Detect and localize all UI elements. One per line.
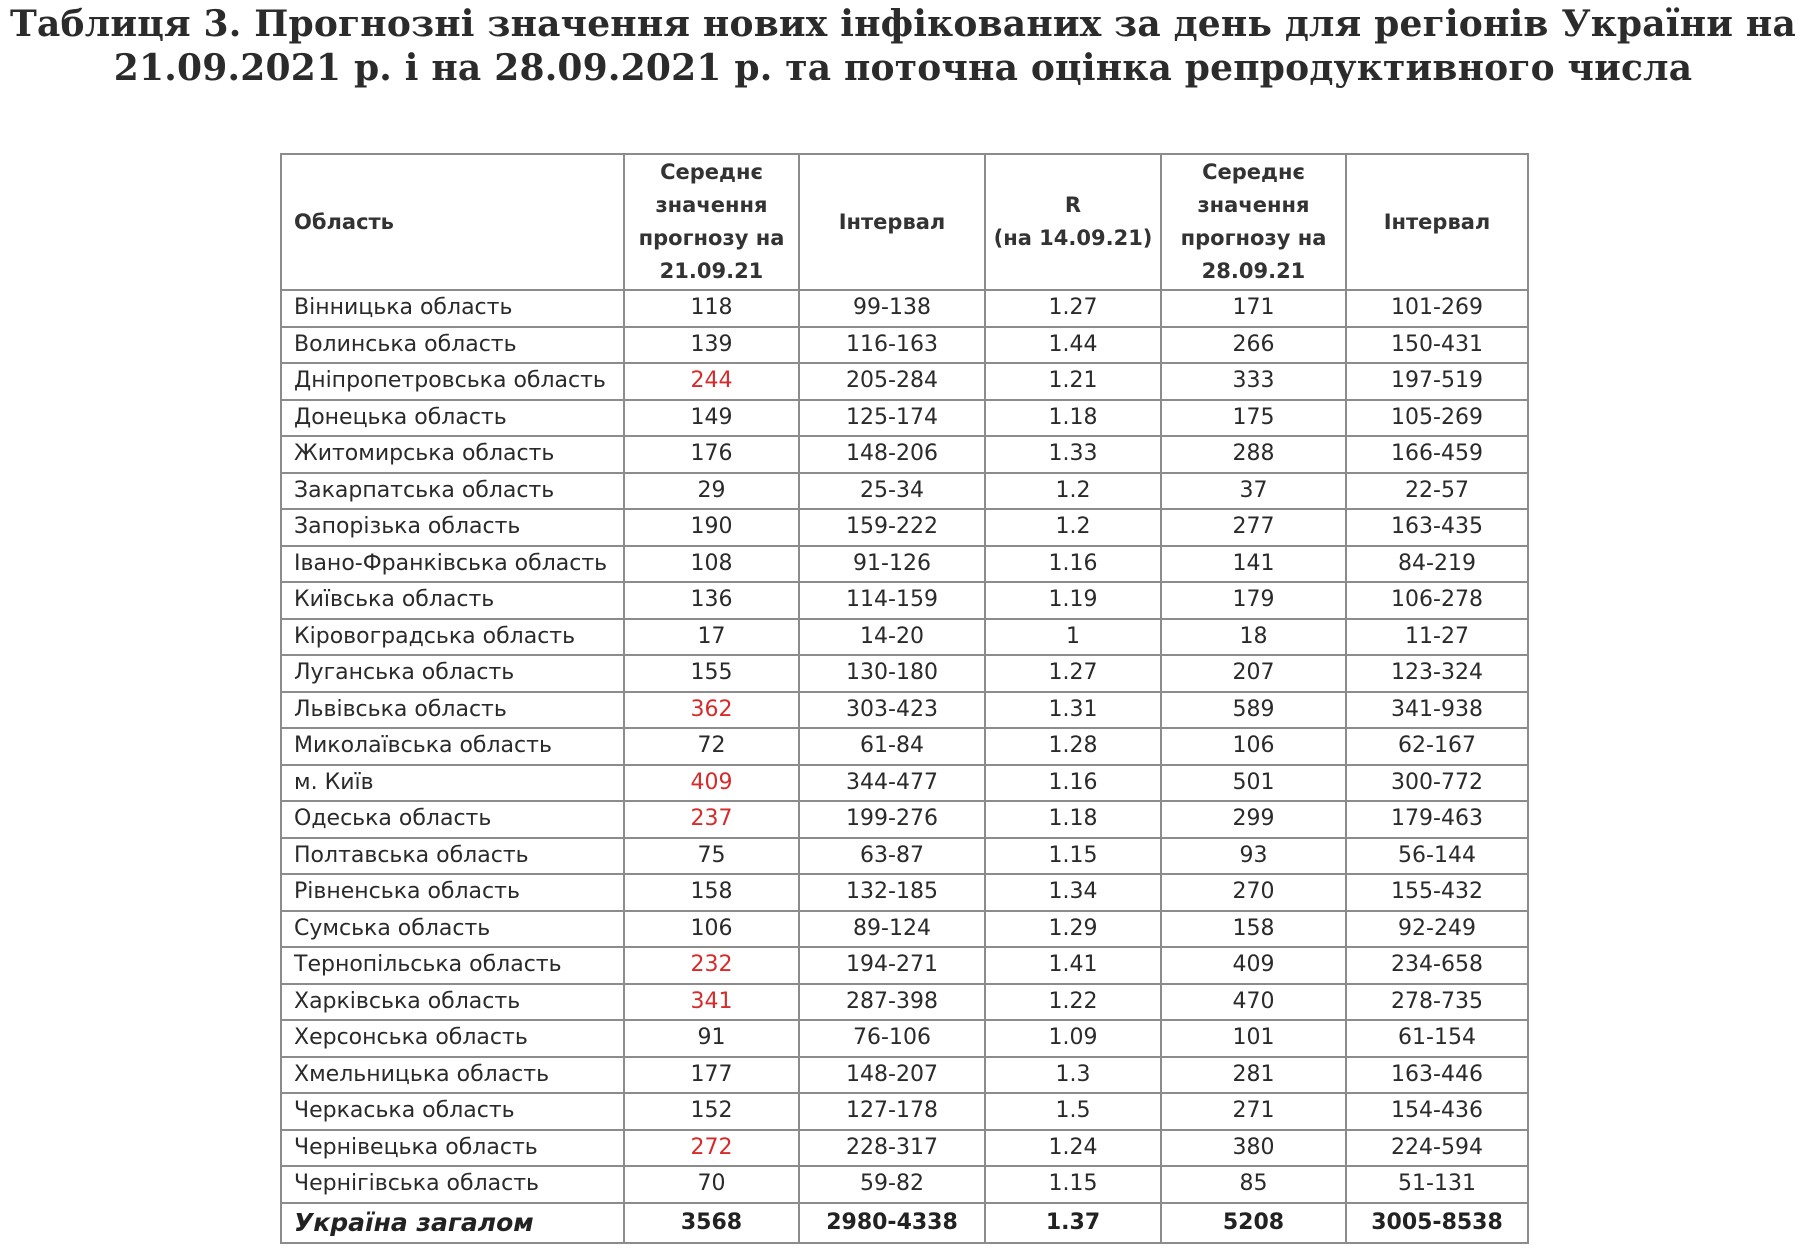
cell-mean-21-09: 136 <box>624 582 799 619</box>
cell-mean-21-09: 75 <box>624 838 799 875</box>
cell-interval-21-09: 114-159 <box>799 582 985 619</box>
cell-r: 1.27 <box>985 655 1161 692</box>
cell-region: Миколаївська область <box>281 728 624 765</box>
cell-interval-21-09: 130-180 <box>799 655 985 692</box>
table-row <box>281 327 1528 364</box>
cell-interval-21-09: 205-284 <box>799 363 985 400</box>
cell-interval-21-09: 76-106 <box>799 1020 985 1057</box>
cell-r: 1.22 <box>985 984 1161 1021</box>
table-row <box>281 619 1528 656</box>
cell-region: Одеська область <box>281 801 624 838</box>
cell-region: Львівська область <box>281 692 624 729</box>
table-row <box>281 692 1528 729</box>
cell-mean-21-09: 118 <box>624 290 799 327</box>
header-region: Область <box>281 154 624 290</box>
total-mean-21-09: 3568 <box>624 1203 799 1243</box>
cell-mean-28-09: 409 <box>1161 947 1346 984</box>
header-mean-28-09-line-1: Середнє <box>1202 160 1305 184</box>
cell-region: Чернігівська область <box>281 1166 624 1203</box>
cell-r: 1 <box>985 619 1161 656</box>
cell-mean-21-09: 106 <box>624 911 799 948</box>
cell-mean-28-09: 288 <box>1161 436 1346 473</box>
header-mean-21-09-line-2: значення <box>655 193 768 217</box>
header-mean-21-09-line-1: Середнє <box>660 160 763 184</box>
cell-mean-28-09: 281 <box>1161 1057 1346 1094</box>
cell-region: Рівненська область <box>281 874 624 911</box>
cell-interval-28-09: 300-772 <box>1346 765 1528 802</box>
total-r: 1.37 <box>985 1203 1161 1243</box>
cell-interval-21-09: 63-87 <box>799 838 985 875</box>
cell-region: Тернопільська область <box>281 947 624 984</box>
cell-region: Київська область <box>281 582 624 619</box>
cell-r: 1.31 <box>985 692 1161 729</box>
cell-mean-21-09: 17 <box>624 619 799 656</box>
header-r-line-1: R <box>1064 193 1082 217</box>
table-row <box>281 290 1528 327</box>
cell-mean-28-09: 380 <box>1161 1130 1346 1167</box>
cell-interval-21-09: 303-423 <box>799 692 985 729</box>
cell-region: Житомирська область <box>281 436 624 473</box>
cell-interval-21-09: 194-271 <box>799 947 985 984</box>
cell-interval-28-09: 341-938 <box>1346 692 1528 729</box>
cell-mean-21-09: 362 <box>624 692 799 729</box>
cell-interval-28-09: 101-269 <box>1346 290 1528 327</box>
cell-interval-28-09: 155-432 <box>1346 874 1528 911</box>
cell-interval-28-09: 179-463 <box>1346 801 1528 838</box>
table-row <box>281 801 1528 838</box>
cell-r: 1.44 <box>985 327 1161 364</box>
header-mean-28-09-line-3: прогнозу на <box>1180 226 1327 250</box>
cell-mean-28-09: 266 <box>1161 327 1346 364</box>
cell-r: 1.18 <box>985 400 1161 437</box>
cell-region: Донецька область <box>281 400 624 437</box>
cell-region: Дніпропетровська область <box>281 363 624 400</box>
cell-mean-21-09: 72 <box>624 728 799 765</box>
table-row <box>281 1093 1528 1130</box>
cell-region: Сумська область <box>281 911 624 948</box>
document-title <box>0 2 1806 90</box>
table-row <box>281 1020 1528 1057</box>
cell-r: 1.16 <box>985 765 1161 802</box>
cell-r: 1.27 <box>985 290 1161 327</box>
cell-r: 1.3 <box>985 1057 1161 1094</box>
table-row <box>281 436 1528 473</box>
cell-r: 1.21 <box>985 363 1161 400</box>
cell-region: м. Київ <box>281 765 624 802</box>
cell-r: 1.24 <box>985 1130 1161 1167</box>
cell-mean-21-09: 139 <box>624 327 799 364</box>
cell-interval-21-09: 199-276 <box>799 801 985 838</box>
cell-interval-21-09: 91-126 <box>799 546 985 583</box>
cell-interval-28-09: 105-269 <box>1346 400 1528 437</box>
table-row <box>281 546 1528 583</box>
cell-interval-21-09: 127-178 <box>799 1093 985 1130</box>
cell-mean-28-09: 158 <box>1161 911 1346 948</box>
table-row <box>281 947 1528 984</box>
cell-interval-21-09: 132-185 <box>799 874 985 911</box>
cell-interval-28-09: 84-219 <box>1346 546 1528 583</box>
cell-interval-28-09: 62-167 <box>1346 728 1528 765</box>
cell-mean-28-09: 470 <box>1161 984 1346 1021</box>
cell-mean-28-09: 101 <box>1161 1020 1346 1057</box>
cell-mean-28-09: 299 <box>1161 801 1346 838</box>
cell-mean-21-09: 158 <box>624 874 799 911</box>
cell-region: Івано-Франківська область <box>281 546 624 583</box>
cell-mean-28-09: 277 <box>1161 509 1346 546</box>
cell-region: Кіровоградська область <box>281 619 624 656</box>
header-mean-28-09-line-4: 28.09.21 <box>1201 259 1306 283</box>
cell-interval-21-09: 287-398 <box>799 984 985 1021</box>
cell-interval-21-09: 125-174 <box>799 400 985 437</box>
cell-interval-21-09: 148-206 <box>799 436 985 473</box>
header-mean-21-09-line-3: прогнозу на <box>638 226 785 250</box>
cell-region: Запорізька область <box>281 509 624 546</box>
forecast-table-container <box>280 153 1527 1244</box>
table-row <box>281 655 1528 692</box>
total-row <box>281 1203 1528 1243</box>
cell-interval-21-09: 25-34 <box>799 473 985 510</box>
cell-mean-21-09: 91 <box>624 1020 799 1057</box>
table-row <box>281 473 1528 510</box>
forecast-table <box>280 153 1529 1244</box>
table-row <box>281 984 1528 1021</box>
cell-r: 1.29 <box>985 911 1161 948</box>
cell-region: Черкаська область <box>281 1093 624 1130</box>
cell-r: 1.15 <box>985 1166 1161 1203</box>
cell-interval-28-09: 56-144 <box>1346 838 1528 875</box>
table-header-row <box>281 154 1528 290</box>
cell-mean-21-09: 272 <box>624 1130 799 1167</box>
total-mean-28-09: 5208 <box>1161 1203 1346 1243</box>
cell-interval-21-09: 14-20 <box>799 619 985 656</box>
cell-region: Волинська область <box>281 327 624 364</box>
cell-interval-21-09: 159-222 <box>799 509 985 546</box>
cell-interval-21-09: 116-163 <box>799 327 985 364</box>
cell-r: 1.2 <box>985 473 1161 510</box>
cell-mean-28-09: 171 <box>1161 290 1346 327</box>
total-interval-28-09: 3005-8538 <box>1346 1203 1528 1243</box>
cell-interval-28-09: 163-435 <box>1346 509 1528 546</box>
cell-region: Хмельницька область <box>281 1057 624 1094</box>
cell-interval-28-09: 61-154 <box>1346 1020 1528 1057</box>
cell-region: Луганська область <box>281 655 624 692</box>
header-mean-28-09-line-2: значення <box>1197 193 1310 217</box>
cell-mean-28-09: 271 <box>1161 1093 1346 1130</box>
cell-region: Вінницька область <box>281 290 624 327</box>
header-r-line-2: (на 14.09.21) <box>993 226 1153 250</box>
cell-mean-28-09: 85 <box>1161 1166 1346 1203</box>
cell-interval-28-09: 106-278 <box>1346 582 1528 619</box>
cell-mean-28-09: 207 <box>1161 655 1346 692</box>
cell-interval-28-09: 163-446 <box>1346 1057 1528 1094</box>
cell-region: Харківська область <box>281 984 624 1021</box>
cell-mean-21-09: 409 <box>624 765 799 802</box>
cell-mean-21-09: 176 <box>624 436 799 473</box>
cell-interval-28-09: 150-431 <box>1346 327 1528 364</box>
cell-mean-28-09: 501 <box>1161 765 1346 802</box>
cell-interval-28-09: 166-459 <box>1346 436 1528 473</box>
cell-mean-21-09: 177 <box>624 1057 799 1094</box>
header-interval-28-09: Інтервал <box>1346 154 1528 290</box>
cell-r: 1.28 <box>985 728 1161 765</box>
total-region: Україна загалом <box>281 1203 624 1243</box>
cell-region: Полтавська область <box>281 838 624 875</box>
cell-r: 1.33 <box>985 436 1161 473</box>
table-row <box>281 765 1528 802</box>
total-interval-21-09: 2980-4338 <box>799 1203 985 1243</box>
cell-interval-21-09: 61-84 <box>799 728 985 765</box>
cell-mean-21-09: 244 <box>624 363 799 400</box>
cell-mean-21-09: 70 <box>624 1166 799 1203</box>
cell-mean-21-09: 232 <box>624 947 799 984</box>
header-mean-21-09-line-4: 21.09.21 <box>659 259 764 283</box>
cell-mean-28-09: 589 <box>1161 692 1346 729</box>
cell-mean-21-09: 149 <box>624 400 799 437</box>
cell-interval-28-09: 22-57 <box>1346 473 1528 510</box>
cell-mean-21-09: 155 <box>624 655 799 692</box>
cell-region: Херсонська область <box>281 1020 624 1057</box>
cell-interval-21-09: 228-317 <box>799 1130 985 1167</box>
cell-mean-21-09: 341 <box>624 984 799 1021</box>
cell-interval-21-09: 89-124 <box>799 911 985 948</box>
cell-mean-28-09: 37 <box>1161 473 1346 510</box>
cell-mean-21-09: 190 <box>624 509 799 546</box>
table-row <box>281 1166 1528 1203</box>
cell-interval-21-09: 148-207 <box>799 1057 985 1094</box>
cell-region: Чернівецька область <box>281 1130 624 1167</box>
cell-mean-21-09: 152 <box>624 1093 799 1130</box>
table-row <box>281 1130 1528 1167</box>
cell-r: 1.15 <box>985 838 1161 875</box>
cell-mean-28-09: 175 <box>1161 400 1346 437</box>
table-row <box>281 400 1528 437</box>
cell-mean-28-09: 106 <box>1161 728 1346 765</box>
cell-mean-28-09: 270 <box>1161 874 1346 911</box>
cell-interval-28-09: 234-658 <box>1346 947 1528 984</box>
header-mean-21-09 <box>624 154 799 290</box>
cell-interval-28-09: 51-131 <box>1346 1166 1528 1203</box>
cell-interval-28-09: 224-594 <box>1346 1130 1528 1167</box>
table-row <box>281 1057 1528 1094</box>
cell-interval-28-09: 278-735 <box>1346 984 1528 1021</box>
table-row <box>281 728 1528 765</box>
table-row <box>281 838 1528 875</box>
cell-r: 1.5 <box>985 1093 1161 1130</box>
cell-mean-21-09: 237 <box>624 801 799 838</box>
cell-interval-28-09: 154-436 <box>1346 1093 1528 1130</box>
title-line-1: Таблиця 3. Прогнозні значення нових інфікованих за день для регіонів України на <box>10 3 1796 45</box>
cell-interval-28-09: 123-324 <box>1346 655 1528 692</box>
cell-mean-21-09: 29 <box>624 473 799 510</box>
header-r <box>985 154 1161 290</box>
cell-interval-28-09: 11-27 <box>1346 619 1528 656</box>
table-body <box>281 290 1528 1203</box>
cell-mean-28-09: 179 <box>1161 582 1346 619</box>
table-row <box>281 911 1528 948</box>
cell-r: 1.18 <box>985 801 1161 838</box>
header-interval-21-09: Інтервал <box>799 154 985 290</box>
cell-r: 1.19 <box>985 582 1161 619</box>
cell-r: 1.41 <box>985 947 1161 984</box>
table-row <box>281 582 1528 619</box>
cell-mean-21-09: 108 <box>624 546 799 583</box>
cell-r: 1.16 <box>985 546 1161 583</box>
cell-r: 1.2 <box>985 509 1161 546</box>
header-mean-28-09 <box>1161 154 1346 290</box>
table-row <box>281 363 1528 400</box>
cell-interval-21-09: 344-477 <box>799 765 985 802</box>
cell-interval-21-09: 99-138 <box>799 290 985 327</box>
cell-mean-28-09: 18 <box>1161 619 1346 656</box>
table-row <box>281 874 1528 911</box>
cell-mean-28-09: 141 <box>1161 546 1346 583</box>
cell-interval-28-09: 92-249 <box>1346 911 1528 948</box>
cell-region: Закарпатська область <box>281 473 624 510</box>
cell-interval-28-09: 197-519 <box>1346 363 1528 400</box>
title-line-2: 21.09.2021 р. і на 28.09.2021 р. та поточна оцінка репродуктивного числа <box>113 47 1693 89</box>
table-row <box>281 509 1528 546</box>
cell-mean-28-09: 93 <box>1161 838 1346 875</box>
cell-r: 1.09 <box>985 1020 1161 1057</box>
cell-mean-28-09: 333 <box>1161 363 1346 400</box>
cell-interval-21-09: 59-82 <box>799 1166 985 1203</box>
cell-r: 1.34 <box>985 874 1161 911</box>
